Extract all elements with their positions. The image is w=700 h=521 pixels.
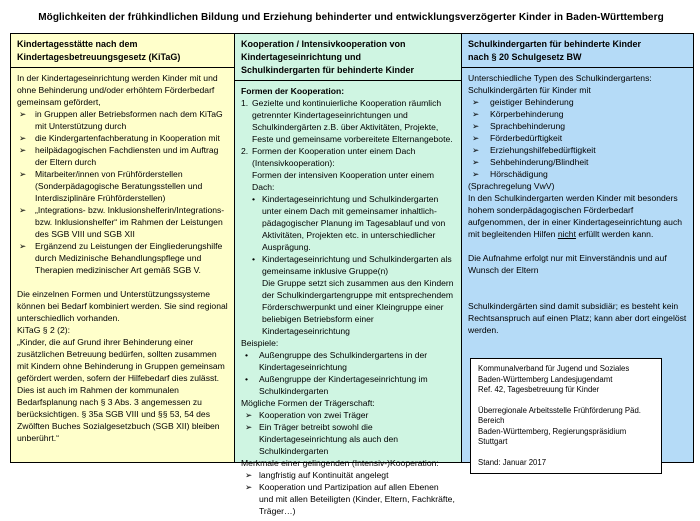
arrow-bullet-icon: ➢ — [472, 109, 480, 119]
koop-numbered-item — [241, 145, 455, 169]
schulkg-type-text: Förderbedürftigkeit — [490, 133, 563, 143]
kitag-bullet-text: Mitarbeiter/innen von Frühförderstellen (Sonderpädagogische Beratungsstellen und Interdisziplinäre Frühförderstellen) — [35, 169, 203, 203]
schulkg-types-subtitle: Schulkindergärten für Kinder mit — [468, 85, 591, 95]
koop-beispiel-item — [241, 373, 455, 397]
arrow-bullet-icon: ➢ — [19, 241, 27, 251]
kitag-bullet-text: „Integrations- bzw. Inklusionshelferin/Integrations- bzw. Inklusionshelfer“ im Rahmen der Leistungen des SGB VIII und SGB XII — [35, 205, 225, 239]
kitag-bullet-text: Ergänzend zu Leistungen der Eingliederungshilfe durch Medizinische Behandlungspflege und Therapien medizinischer Art gemäß SGB V. — [35, 241, 223, 275]
source-org-line: Baden-Württemberg, Regierungspräsidium Stuttgart — [478, 426, 627, 446]
koop-beispiele-title: Beispiele: — [241, 338, 279, 348]
arrow-bullet-icon: ➢ — [19, 169, 27, 179]
arrow-bullet-icon: ➢ — [245, 482, 253, 492]
page-title: Möglichkeiten der frühkindlichen Bildung und Erziehung behinderter und entwicklungsverzögerter Kinder in Baden-Württemberg — [38, 12, 664, 23]
koop-beispiel-item — [241, 349, 455, 373]
schulkg-admission-post: erfüllt werden kann. — [575, 229, 654, 239]
arrow-bullet-icon: ➢ — [19, 133, 27, 143]
kitag-combine-note: Die einzelnen Formen und Unterstützungssysteme können bei Bedarf kombiniert werden. Sie sind regional unterschiedlich vorhanden. — [17, 289, 228, 323]
koop-dach-bullet-text: Kindertageseinrichtung und Schulkindergarten unter einem Dach mit gemeinsamer inhaltlich-pädagogischer Planung im Tagesablauf und von Aktivitäten, Projekten etc. in unterschiedlicher Ausprägung. — [262, 194, 446, 252]
column-kooperation-header — [235, 34, 461, 81]
kitag-bullet-text: in Gruppen aller Betriebsformen nach dem KiTaG mit Unterstützung durch — [35, 109, 223, 131]
schulkg-type-text: geistiger Behinderung — [490, 97, 574, 107]
koop-traeger-item — [241, 421, 455, 457]
arrow-bullet-icon: ➢ — [245, 470, 253, 480]
column-kooperation-header-line: Kindertageseinrichtung und — [241, 52, 362, 62]
schulkg-admission-pre: In den Schulkindergarten werden Kinder mit besonders hohem sonderpädagogischen Förderbedarf aufgenommen, der in einer Kindertageseinrichtung auch mit begleitenden Hilfen — [468, 193, 683, 239]
schulkg-type-item — [468, 96, 687, 108]
dot-bullet-icon: • — [252, 254, 256, 264]
arrow-bullet-icon: ➢ — [19, 109, 27, 119]
column-kitag-header — [11, 34, 234, 68]
koop-merkmal-item — [241, 469, 455, 481]
koop-beispiel-text: Außengruppe des Schulkindergartens in der Kindertageseinrichtung — [259, 350, 428, 372]
koop-dach-intro: Formen der intensiven Kooperation unter einem Dach: — [252, 170, 435, 192]
koop-numbered-text: Gezielte und kontinuierliche Kooperation räumlich getrennter Kindertageseinrichtungen und Schulkindergärten z.B. über Aktivitäten, Projekte, Feste und gemeinsame vorbereitete Elternangebote. — [252, 98, 453, 144]
koop-dach-bullet-item — [252, 193, 455, 253]
source-date-line: Stand: Januar 2017 — [478, 457, 547, 467]
koop-merkmal-item — [241, 481, 455, 517]
column-kitag-header-line: Kindertagesstätte nach dem — [17, 39, 138, 49]
schulkg-type-item — [468, 144, 687, 156]
schulkg-type-text: Sprachbehinderung — [490, 121, 566, 131]
kitag-bullet-item — [17, 204, 228, 240]
koop-traeger-text: Kooperation von zwei Träger — [259, 410, 369, 420]
dot-bullet-icon: • — [252, 194, 256, 204]
schulkg-type-item — [468, 168, 687, 180]
arrow-bullet-icon: ➢ — [245, 422, 253, 432]
column-kooperation-body — [235, 81, 461, 521]
column-schulkindergarten-body — [462, 68, 693, 478]
kitag-law-quote: „Kinder, die auf Grund ihrer Behinderung einer zusätzlichen Betreuung bedürfen, sollten zusammen mit Kindern ohne Behinderung in Gruppen gemeinsam gefördert werden, sofern der Hilfebedarf dies zulässt. Dies ist auch im Rahmen der kommunalen Bedarfsplanung nach § 3 Abs. 3 angemessen zu berücksichtigen. § 35a SGB VIII und §§ 53, 54 des Zwölften Buches Sozialgesetzbuch (SGB XII) bleiben unberührt.“ — [17, 337, 225, 443]
kitag-intro: In der Kindertageseinrichtung werden Kinder mit und ohne Behinderung und/oder erhöhtem Förderbedarf gemeinsam gefördert, — [17, 73, 218, 107]
dot-bullet-icon: • — [245, 374, 249, 384]
column-schulkindergarten-header — [462, 34, 693, 68]
koop-merkmal-text: langfristig auf Kontinuität angelegt — [259, 470, 389, 480]
column-kitag-body — [11, 68, 234, 462]
list-number: 2. — [241, 146, 249, 156]
kitag-bullet-item — [17, 132, 228, 144]
column-kooperation-header-line: Schulkindergarten für behinderte Kinder — [241, 65, 415, 75]
arrow-bullet-icon: ➢ — [472, 121, 480, 131]
source-org-line: Ref. 42, Tagesbetreuung für Kinder — [478, 385, 600, 394]
schulkg-admission-underlined: nicht — [557, 229, 576, 239]
list-number: 1. — [241, 98, 249, 108]
koop-traeger-item — [241, 409, 455, 421]
arrow-bullet-icon: ➢ — [19, 205, 27, 215]
schulkg-admission-paragraph — [468, 192, 687, 240]
arrow-bullet-icon: ➢ — [472, 133, 480, 143]
koop-dach-bullet-text: Kindertageseinrichtung und Schulkindergarten als gemeinsame inklusive Gruppe(n) — [262, 254, 452, 276]
source-org-line: Überregionale Arbeitsstelle Frühförderung Päd. Bereich — [478, 405, 641, 425]
koop-gruppe-note: Die Gruppe setzt sich zusammen aus den Kindern der Schulkindergartengruppe mit entsprechendem Förderschwerpunkt und einer Kleingruppe einer beliebigen Betriebsform einer Kindertageseinrichtung — [262, 278, 454, 336]
koop-intensiv-block — [241, 169, 455, 337]
schulkg-type-text: Sehbehinderung/Blindheit — [490, 157, 589, 167]
column-kooperation — [234, 34, 461, 516]
koop-beispiel-text: Außengruppe der Kindertageseinrichtung im Schulkindergarten — [259, 374, 428, 396]
column-kooperation-header-line: Kooperation / Intensivkooperation von — [241, 39, 406, 49]
source-box — [470, 358, 662, 474]
kitag-bullet-item — [17, 108, 228, 132]
schulkg-type-item — [468, 120, 687, 132]
column-kitag-header-line: Kindertagesbetreuungsgesetz (KiTaG) — [17, 52, 181, 62]
kitag-bullet-item — [17, 144, 228, 168]
kitag-bullet-text: heilpädagogischen Fachdiensten und im Auftrag der Eltern durch — [35, 145, 219, 167]
column-schulkindergarten-header-line: Schulkindergarten für behinderte Kinder — [468, 39, 642, 49]
schulkg-type-item — [468, 108, 687, 120]
kitag-bullet-item — [17, 240, 228, 276]
source-org-line: Kommunalverband für Jugend und Soziales — [478, 364, 630, 373]
arrow-bullet-icon: ➢ — [472, 97, 480, 107]
koop-traeger-text: Ein Träger betreibt sowohl die Kindertageseinrichtung als auch den Schulkindergarten — [259, 422, 399, 456]
schulkg-type-item — [468, 132, 687, 144]
schulkg-type-item — [468, 156, 687, 168]
schulkg-consent-paragraph: Die Aufnahme erfolgt nur mit Einverständnis und auf Wunsch der Eltern — [468, 253, 667, 275]
arrow-bullet-icon: ➢ — [472, 157, 480, 167]
comparison-table — [10, 33, 694, 516]
arrow-bullet-icon: ➢ — [245, 410, 253, 420]
kitag-bullet-text: die Kindergartenfachberatung in Kooperation mit — [35, 133, 220, 143]
source-org-line: Baden-Württemberg Landesjugendamt — [478, 374, 613, 384]
koop-merkmale-title: Merkmale einer gelingenden (Intensiv-)Kooperation: — [241, 458, 439, 468]
koop-dach-bullet-item — [252, 253, 455, 277]
arrow-bullet-icon: ➢ — [19, 145, 27, 155]
koop-traeger-title: Mögliche Formen der Trägerschaft: — [241, 398, 375, 408]
koop-numbered-item — [241, 97, 455, 145]
schulkg-types-note: (Sprachregelung VwV) — [468, 181, 555, 191]
dot-bullet-icon: • — [245, 350, 249, 360]
koop-merkmal-text: Kooperation und Partizipation auf allen Ebenen und mit allen Beteiligten (Kinder, Eltern, Fachkräfte, Träger…) — [259, 482, 455, 516]
kitag-bullet-item — [17, 168, 228, 204]
kitag-law-ref: KiTaG § 2 (2): — [17, 325, 71, 335]
arrow-bullet-icon: ➢ — [472, 169, 480, 179]
schulkg-type-text: Erziehungshilfebedürftigkeit — [490, 145, 596, 155]
column-schulkindergarten-header-line: nach § 20 Schulgesetz BW — [468, 52, 582, 62]
schulkg-types-title: Unterschiedliche Typen des Schulkindergartens: — [468, 73, 652, 83]
schulkg-type-text: Hörschädigung — [490, 169, 548, 179]
koop-formen-title: Formen der Kooperation: — [241, 86, 345, 96]
arrow-bullet-icon: ➢ — [472, 145, 480, 155]
schulkg-type-text: Körperbehinderung — [490, 109, 564, 119]
schulkg-subsidiary-paragraph: Schulkindergärten sind damit subsidiär; es besteht kein Rechtsanspruch auf einen Platz; kann aber dort eingelöst werden. — [468, 301, 687, 335]
column-schulkindergarten — [461, 34, 693, 467]
column-kitag — [11, 34, 234, 462]
koop-numbered-text: Formen der Kooperation unter einem Dach (Intensivkooperation): — [252, 146, 416, 168]
